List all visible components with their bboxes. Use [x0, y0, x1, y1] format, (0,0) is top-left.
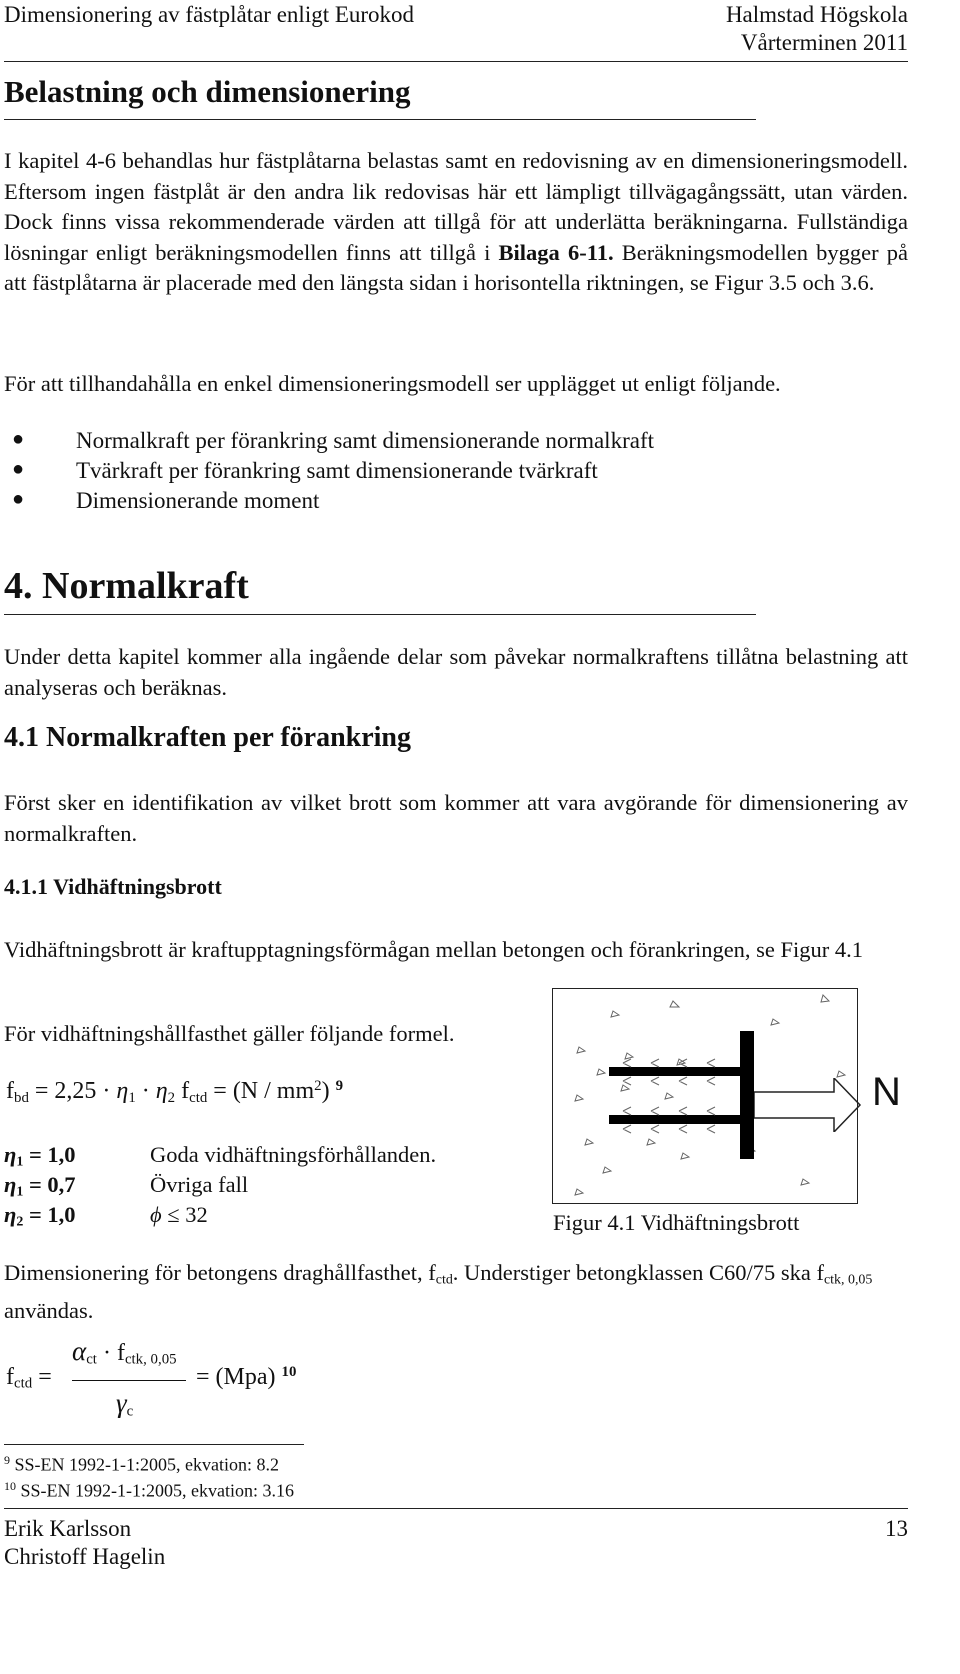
force-label: N	[872, 1070, 901, 1114]
bilaga-reference: Bilaga 6-11.	[498, 239, 614, 265]
section-rule	[4, 119, 756, 120]
bullet-icon: ●	[12, 428, 25, 450]
adhesion-text: Vidhäftningsbrott är kraftupptagningsförmågan mellan betongen och förankringen, se Figur 4.1	[4, 937, 864, 962]
formula-intro: För vidhäftningshållfasthet gäller följande formel.	[4, 1021, 455, 1046]
tensile-formula: $f_{ctd}$ = $\alpha_{ct} \cdot f_{ctk, 0,05}$ $\gamma_c$ = (Mpa) $^{10}$	[6, 1336, 297, 1420]
chapter-rule	[4, 614, 756, 615]
footer-rule	[4, 1508, 908, 1509]
intro-paragraph-2: För att tillhandahålla en enkel dimensioneringsmodell ser upplägget ut enligt följande.	[4, 371, 781, 396]
header-school: Halmstad Högskola	[725, 2, 908, 27]
footnote-ref: 10	[281, 1364, 297, 1380]
fraction-bar	[72, 1380, 186, 1381]
footnote: $^{10}$ SS-EN 1992-1-1:2005, ekvation: 3.16	[4, 1479, 294, 1501]
eta-row: $\eta_2 = 1,0$ ϕ ≤ 32	[4, 1202, 208, 1230]
section-title: Belastning och dimensionering	[4, 74, 411, 109]
figure-caption: Figur 4.1 Vidhäftningsbrott	[553, 1210, 800, 1235]
eta-row: $\eta_1 = 1,0$ Goda vidhäftningsförhållanden.	[4, 1142, 437, 1170]
subsection-text: Först sker en identifikation av vilket brott som kommer att vara avgörande för dimensionering av normalkraften.	[4, 790, 908, 846]
header-term: Vårterminen 2011	[740, 30, 908, 55]
eta-row: $\eta_1 = 0,7$ Övriga fall	[4, 1172, 249, 1200]
tensile-strength-text: Dimensionering för betongens draghållfasthet, $f_{ctd}$. Understiger betongklassen C60/75 ska $f_{ctk, 0,05}$ användas.	[4, 1260, 873, 1323]
footnote-rule	[4, 1444, 304, 1445]
subsubsection-title: 4.1.1 Vidhäftningsbrott	[4, 874, 222, 899]
footer-author: Christoff Hagelin	[4, 1544, 166, 1569]
intro-text-a: I kapitel 4-6 behandlas hur fästplåtarna belastas samt en redovisning av en dimensioneringsmodell. Eftersom ingen fästplåt är den andra lik redovisas här ett lämpligt tillvägagångssätt, utan värden. Dock finns vissa rekommenderade värden att tillgå för att underlätta beräkningarna. Fullständiga lösningar enligt beräkningsmodellen finns att tillgå i	[4, 148, 908, 265]
bullet-icon: ●	[12, 488, 25, 510]
footnote: $^9$ SS-EN 1992-1-1:2005, ekvation: 8.2	[4, 1453, 279, 1475]
force-arrow-icon	[754, 1078, 864, 1132]
chapter-text: Under detta kapitel kommer alla ingående delar som påvekar normalkraftens tillåtna belastning att analyseras och beräknas.	[4, 644, 908, 700]
header-rule	[4, 61, 908, 62]
header-title: Dimensionering av fästplåtar enligt Eurokod	[4, 2, 415, 27]
intro-paragraph	[4, 146, 908, 299]
formula-numerator: $\alpha_{ct} \cdot f_{ctk, 0,05}$	[72, 1336, 177, 1368]
chapter-title: 4. Normalkraft	[4, 565, 249, 607]
footer-author: Erik Karlsson	[4, 1516, 132, 1541]
formula-denominator: $\gamma_c$	[116, 1388, 134, 1420]
intro-text-b: Beräkningsmodellen bygger på att fästplåtarna är placerade med den längsta sidan i horisontella riktningen, se Figur 3.5 och 3.6.	[4, 239, 908, 295]
subsection-title: 4.1 Normalkraften per förankring	[4, 722, 411, 753]
bullet-icon: ●	[12, 458, 25, 480]
footnote-ref: 9	[335, 1078, 344, 1094]
bond-strength-formula: $f_{bd} = 2,25 \cdot \eta_1 \cdot \eta_2$ $f_{ctd} = (N / mm^2)$ $^9$	[6, 1078, 344, 1106]
page-number: 13	[885, 1516, 908, 1541]
